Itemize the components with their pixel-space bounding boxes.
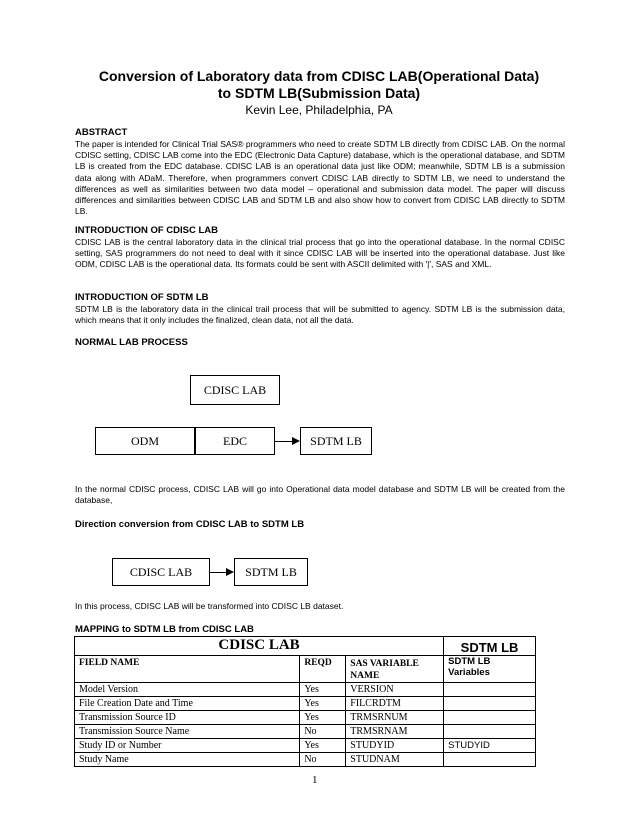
sdtm-variable-cell: STUDYID xyxy=(444,739,536,753)
sas-variable-cell: STUDNAM xyxy=(346,753,444,767)
diagram-box-edc: EDC xyxy=(195,427,275,455)
table-row xyxy=(75,711,536,725)
abstract-heading: ABSTRACT xyxy=(75,127,128,138)
sas-variable-cell: FILCRDTM xyxy=(346,697,444,711)
intro-cdisc-heading: INTRODUCTION OF CDISC LAB xyxy=(75,225,219,236)
direct-box-cdisc-lab: CDISC LAB xyxy=(112,558,210,586)
arrow-edc-to-sdtm-line xyxy=(275,441,292,442)
field-name-cell: Study Name xyxy=(75,753,300,767)
mapping-col-sdtm-variables: SDTM LB Variables xyxy=(444,656,536,683)
mapping-col-reqd: REQD xyxy=(300,656,346,683)
diagram-box-odm: ODM xyxy=(95,427,195,455)
sdtm-variable-cell xyxy=(444,753,536,767)
reqd-cell: Yes xyxy=(300,711,346,725)
direct-box-sdtm-lb: SDTM LB xyxy=(234,558,308,586)
abstract-text: The paper is intended for Clinical Trial SAS® programmers who need to create SDTM LB directly from CDISC LAB. On the normal CDISC setting, CDISC LAB come into the EDC (Electronic Data Capture) database, which is the operational database, and SDTM LB is created from the EDC database. CDISC LAB is an operational data just like ODM; meanwhile, SDTM LB is a submission data along with ADaM. Therefore, when programmers convert CDISC LAB directly to SDTM LB, we need to understand the differences as well as similarities between two data model – operational and submission data model. The paper will discuss differences and similarities between CDISC LAB and SDTM LB and also show how to convert from CDISC LAB directly to SDTM LB. xyxy=(75,139,565,217)
table-row xyxy=(75,753,536,767)
sdtm-variable-cell xyxy=(444,725,536,739)
paper-title-line1: Conversion of Laboratory data from CDISC LAB(Operational Data) xyxy=(98,68,540,84)
reqd-cell: Yes xyxy=(300,683,346,697)
sas-variable-cell: STUDYID xyxy=(346,739,444,753)
diagram-box-sdtm-lb: SDTM LB xyxy=(300,427,372,455)
table-row xyxy=(75,697,536,711)
direct-process-caption: In this process, CDISC LAB will be transformed into CDISC LB dataset. xyxy=(75,601,344,611)
sdtm-variable-cell xyxy=(444,697,536,711)
normal-process-caption: In the normal CDISC process, CDISC LAB will go into Operational data model database and SDTM LB will be created from the database, xyxy=(75,484,565,506)
arrow-cdisc-to-sdtm-line xyxy=(210,572,226,573)
sdtm-variable-cell xyxy=(444,711,536,725)
mapping-group-sdtm-lb: SDTM LB xyxy=(444,637,536,656)
field-name-cell: Study ID or Number xyxy=(75,739,300,753)
table-row xyxy=(75,683,536,697)
reqd-cell: No xyxy=(300,753,346,767)
sas-variable-cell: VERSION xyxy=(346,683,444,697)
field-name-cell: Transmission Source Name xyxy=(75,725,300,739)
sdtm-variable-cell xyxy=(444,683,536,697)
table-row xyxy=(75,725,536,739)
reqd-cell: Yes xyxy=(300,697,346,711)
field-name-cell: Model Version xyxy=(75,683,300,697)
paper-title-line2: to SDTM LB(Submission Data) xyxy=(217,85,421,101)
normal-process-heading: NORMAL LAB PROCESS xyxy=(75,337,188,348)
mapping-col-sas-variable: SAS VARIABLE NAME xyxy=(346,656,444,683)
page-number: 1 xyxy=(312,774,318,786)
field-name-cell: File Creation Date and Time xyxy=(75,697,300,711)
intro-sdtm-text: SDTM LB is the laboratory data in the clinical trail process that will be submitted to agency. SDTM LB is the submission data, which means that it only includes the finalized, clean data, not all the data. xyxy=(75,304,565,326)
mapping-table xyxy=(74,636,536,767)
sas-variable-cell: TRMSRNUM xyxy=(346,711,444,725)
mapping-heading: MAPPING to SDTM LB from CDISC LAB xyxy=(75,624,254,635)
arrow-edc-to-sdtm-head xyxy=(292,437,300,445)
diagram-box-cdisc-lab: CDISC LAB xyxy=(190,375,280,405)
sas-variable-cell: TRMSRNAM xyxy=(346,725,444,739)
arrow-cdisc-to-sdtm-head xyxy=(226,568,234,576)
mapping-col-field-name: FIELD NAME xyxy=(75,656,300,683)
mapping-group-cdisc-lab: CDISC LAB xyxy=(75,637,444,656)
author-line: Kevin Lee, Philadelphia, PA xyxy=(245,103,393,117)
reqd-cell: No xyxy=(300,725,346,739)
table-row xyxy=(75,739,536,753)
direct-process-heading: Direction conversion from CDISC LAB to SDTM LB xyxy=(75,519,305,530)
intro-sdtm-heading: INTRODUCTION OF SDTM LB xyxy=(75,292,209,303)
intro-cdisc-text: CDISC LAB is the central laboratory data in the clinical trial process that go into the operational database. In the normal CDISC setting, SAS programmers do not need to deal with it since CDISC LAB will be inserted into the operational database. Just like ODM, CDISC LAB is the operational data. Its formats could be sent with ASCII delimited with '|', SAS and XML. xyxy=(75,237,565,270)
reqd-cell: Yes xyxy=(300,739,346,753)
field-name-cell: Transmission Source ID xyxy=(75,711,300,725)
